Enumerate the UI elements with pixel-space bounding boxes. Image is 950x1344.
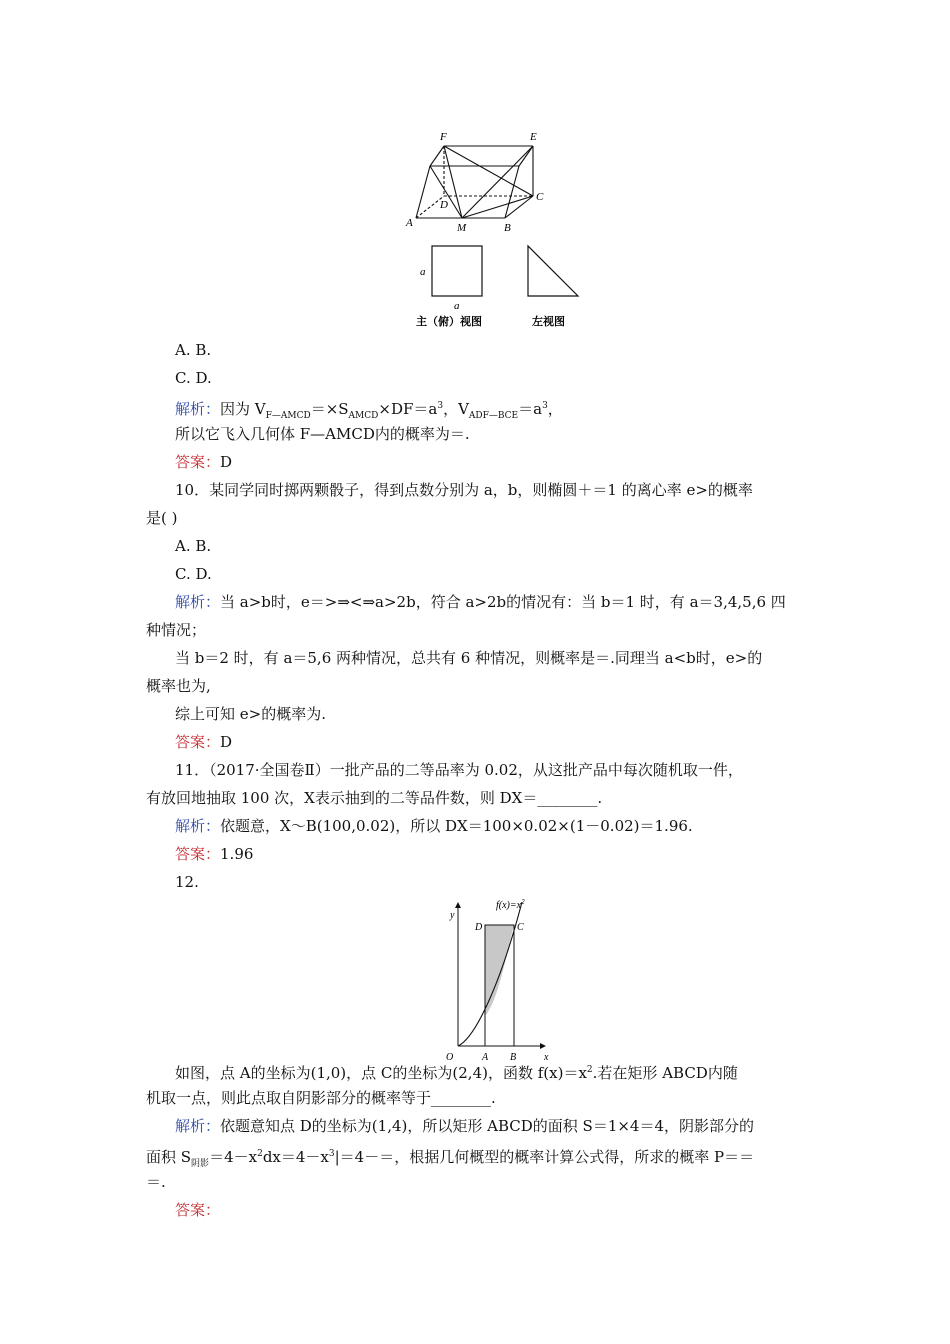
q12-question-line1: 如图，点 A的坐标为(1,0)，点 C的坐标为(2,4)，函数 $f(x)=x^2$.若在矩形 ABCD内随 [175, 1064, 738, 1082]
q12-number: 12. [175, 873, 199, 891]
label-F: F [440, 131, 447, 143]
q10-analysis-line3: 当 b＝2 时，有 a＝5,6 两种情况，总共有 6 种情况，则概率是＝.同理当 a<b时，e>的 [175, 649, 763, 667]
q11-question-line1: 11．（2017·全国卷Ⅱ）一批产品的二等品率为 0.02，从这批产品中每次随机取一件， [175, 761, 743, 779]
point-B-label: B [510, 1052, 517, 1063]
q10-question-line1: 10．某同学同时掷两颗骰子，得到点数分别为 a，b，则椭圆＋＝1 的离心率 e>的概率 [175, 481, 753, 499]
label-M: M [457, 222, 467, 234]
shaded-region [485, 925, 514, 1016]
q12-analysis-line2: 面积 $S_{阴影}=4-x^2dx=4-x^3|=4-=$，根据几何概型的概率计算公式得，所求的概率 P＝＝ [146, 1148, 755, 1169]
label-A: A [406, 217, 413, 229]
q9-answer [175, 452, 232, 472]
q10-answer-label: 答案： [175, 733, 221, 751]
q10-analysis-line5: 综上可知 e>的概率为. [175, 705, 326, 723]
label-D: D [440, 199, 448, 211]
solid-figure [400, 128, 600, 238]
q12-analysis-label: 解析： [175, 1117, 221, 1135]
front-view-bottom-label: a [454, 300, 460, 312]
function-graph [440, 896, 550, 1066]
q11-answer-value: 1.96 [220, 845, 254, 863]
x-label: x [544, 1052, 549, 1063]
q9-options-ab: A. B. [175, 341, 212, 359]
front-view-square [432, 246, 482, 296]
origin-label: O [446, 1052, 454, 1063]
q10-answer [175, 732, 232, 752]
label-B: B [504, 222, 511, 234]
three-views [410, 238, 600, 333]
q10-analysis-label: 解析： [175, 593, 221, 611]
label-C: C [536, 191, 544, 203]
point-A-label: A [482, 1052, 489, 1063]
q12-analysis-line1: 解析：依题意知点 D的坐标为(1,4)，所以矩形 ABCD的面积 S＝1×4＝4，阴影部分的 [175, 1117, 755, 1135]
q10-options-cd: C. D. [175, 565, 212, 583]
label-E: E [530, 131, 537, 143]
q10-analysis-line2: 种情况； [146, 621, 207, 639]
q10-question-line2: 是( ) [146, 509, 178, 527]
point-C-label: C [517, 922, 524, 933]
left-view-triangle [528, 246, 578, 296]
q9-analysis-line2: 所以它飞入几何体 F—AMCD内的概率为＝. [175, 425, 470, 443]
q9-options-cd: C. D. [175, 369, 212, 387]
q12-answer-label: 答案： [175, 1201, 221, 1219]
q9-answer-value: D [220, 453, 233, 471]
q12-question-line2: 机取一点，则此点取自阴影部分的概率等于________. [146, 1089, 496, 1107]
q12-answer [175, 1200, 220, 1220]
q11-answer [175, 844, 253, 864]
q10-analysis-line1: 解析：当 a>b时，e＝>⇒<⇒a>2b，符合 a>2b的情况有：当 b＝1 时，有 a＝3,4,5,6 四 [175, 593, 786, 611]
left-view-caption: 左视图 [532, 316, 565, 328]
q10-analysis-line4: 概率也为, [146, 677, 211, 695]
q9-answer-label: 答案： [175, 453, 221, 471]
q9-analysis: 解析：因为 $V_{F—AMCD}=\times S_{AMCD}\times DF=a^3$，$V_{ADF—BCE}=a^3$， [175, 400, 563, 421]
q11-analysis-label: 解析： [175, 817, 221, 835]
q12-analysis-line3: ＝. [146, 1173, 166, 1191]
q11-analysis: 解析：依题意，X～B(100,0.02)，所以 DX＝100×0.02×(1－0.02)＝1.96. [175, 817, 693, 835]
q10-options-ab: A. B. [175, 537, 212, 555]
front-view-side-label: a [420, 266, 426, 278]
point-D-label: D [475, 922, 483, 933]
q9-analysis-label: 解析： [175, 400, 221, 418]
front-view-caption: 主（俯）视图 [416, 316, 482, 328]
q11-answer-label: 答案： [175, 845, 221, 863]
function-label: $f(x)=x^2$ [496, 898, 525, 911]
y-label: y [450, 910, 455, 921]
q10-answer-value: D [220, 733, 233, 751]
q11-question-line2: 有放回地抽取 100 次，X表示抽到的二等品件数，则 DX＝________. [146, 789, 603, 807]
